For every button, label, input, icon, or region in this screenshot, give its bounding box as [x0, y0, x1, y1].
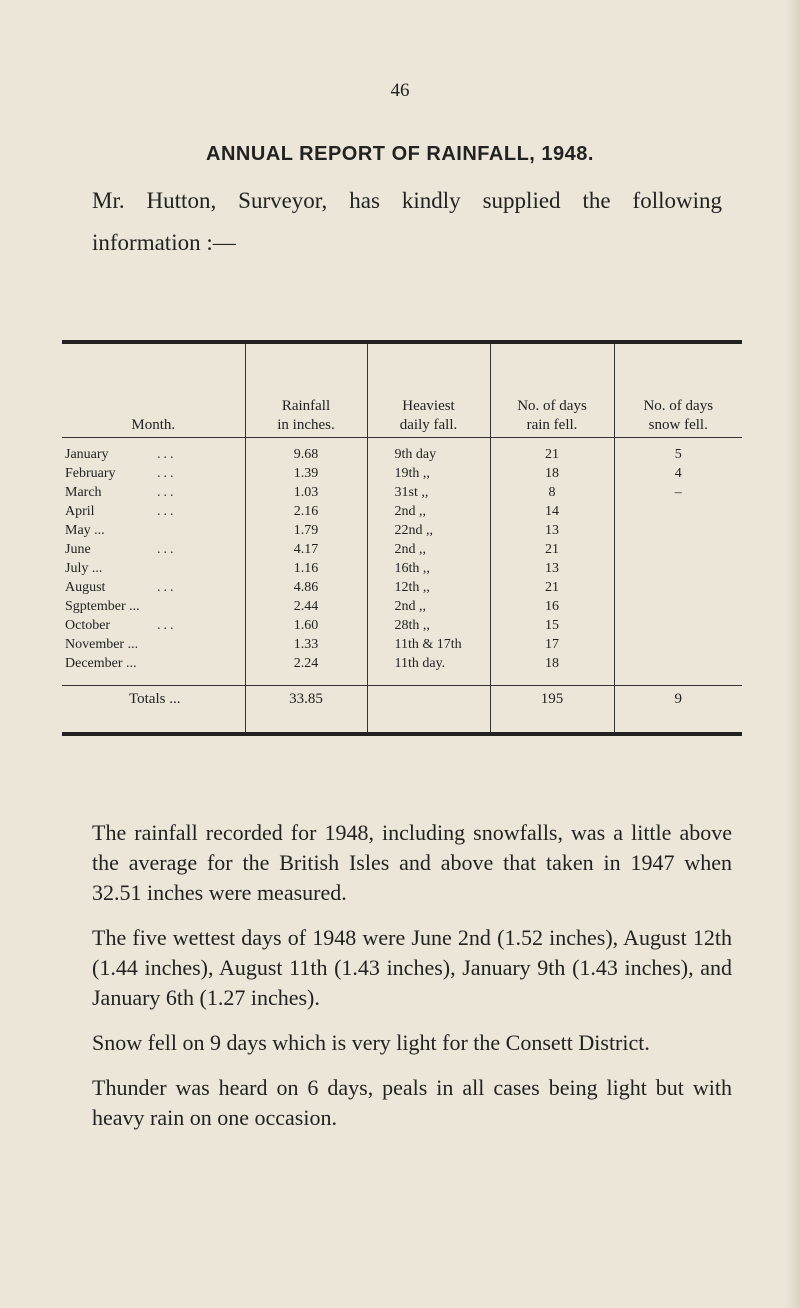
row-month: July ...	[65, 561, 103, 576]
totals-rain-days: 195	[490, 686, 614, 733]
totals-label: Totals ...	[62, 686, 245, 733]
row-rain-days: 17	[490, 635, 614, 654]
row-rain-days: 18	[490, 464, 614, 483]
header-month: Month.	[131, 417, 176, 433]
row-heaviest: 2nd ,,	[367, 597, 490, 616]
row-rainfall: 2.16	[245, 502, 367, 521]
table-bottom-rule	[62, 732, 742, 736]
spacer-cell	[614, 673, 742, 686]
row-heaviest: 22nd ,,	[367, 521, 490, 540]
leader-dots: ...	[157, 485, 177, 500]
totals-heaviest	[367, 686, 490, 733]
row-month: February ...	[65, 466, 177, 481]
row-snow-days	[614, 502, 742, 521]
row-snow-days	[614, 616, 742, 635]
header-rainfall: Rainfall in inches.	[245, 344, 367, 438]
row-heaviest: 28th ,,	[367, 616, 490, 635]
row-rainfall: 4.86	[245, 578, 367, 597]
table-row	[62, 635, 742, 654]
leader-dots: ...	[157, 542, 177, 557]
row-rainfall: 1.60	[245, 616, 367, 635]
table-header-row	[62, 344, 742, 438]
totals-row	[62, 686, 742, 733]
row-snow-days	[614, 521, 742, 540]
row-month: October ...	[65, 618, 177, 633]
row-rainfall: 1.39	[245, 464, 367, 483]
row-heaviest: 9th day	[367, 438, 490, 465]
row-rain-days: 13	[490, 521, 614, 540]
row-month: August ...	[65, 580, 177, 595]
paragraph-wettest-days: The five wettest days of 1948 were June 2nd (1.52 inches), August 12th (1.44 inches), August 11th (1.43 inches), January 9th (1.43 inches), and January 6th (1.27 inches).	[92, 925, 732, 1010]
row-snow-days: 5	[614, 438, 742, 465]
rainfall-table-grid	[62, 344, 742, 732]
row-rainfall: 4.17	[245, 540, 367, 559]
totals-rainfall: 33.85	[245, 686, 367, 733]
table-row	[62, 483, 742, 502]
row-heaviest: 2nd ,,	[367, 502, 490, 521]
paragraph-snow: Snow fell on 9 days which is very light for the Consett District.	[92, 1030, 650, 1055]
row-rain-days: 21	[490, 578, 614, 597]
header-rain-days: No. of days rain fell.	[490, 344, 614, 438]
leader-dots: ...	[157, 618, 177, 633]
row-month: Sgptember ...	[65, 599, 140, 614]
row-month: June ...	[65, 542, 177, 557]
table-row	[62, 438, 742, 465]
leader-dots: ...	[157, 447, 177, 462]
paragraph-average: The rainfall recorded for 1948, including snowfalls, was a little above the average for the British Isles and above that taken in 1947 when 32.51 inches were measured.	[92, 820, 732, 905]
row-rainfall: 2.24	[245, 654, 367, 673]
row-snow-days	[614, 635, 742, 654]
table-row	[62, 521, 742, 540]
table-row	[62, 502, 742, 521]
row-month: January ...	[65, 447, 177, 462]
row-rainfall: 1.33	[245, 635, 367, 654]
leader-dots: ...	[157, 466, 177, 481]
row-rainfall: 2.44	[245, 597, 367, 616]
table-row	[62, 616, 742, 635]
row-rainfall: 1.79	[245, 521, 367, 540]
paragraph-thunder: Thunder was heard on 6 days, peals in all cases being light but with heavy rain on one occasion.	[92, 1075, 732, 1130]
row-rain-days: 16	[490, 597, 614, 616]
row-month: March ...	[65, 485, 177, 500]
page-title: ANNUAL REPORT OF RAINFALL, 1948.	[206, 143, 594, 165]
row-month: December ...	[65, 656, 137, 671]
row-snow-days	[614, 597, 742, 616]
table-row	[62, 654, 742, 673]
table-row	[62, 540, 742, 559]
row-snow-days: –	[614, 483, 742, 502]
row-rainfall: 1.16	[245, 559, 367, 578]
table-row	[62, 578, 742, 597]
row-heaviest: 12th ,,	[367, 578, 490, 597]
row-month: November ...	[65, 637, 139, 652]
intro-paragraph: Mr. Hutton, Surveyor, has kindly supplied the following information :—	[92, 188, 722, 255]
rainfall-table	[62, 340, 742, 736]
row-snow-days	[614, 559, 742, 578]
row-rainfall: 1.03	[245, 483, 367, 502]
row-snow-days: 4	[614, 464, 742, 483]
row-month: May ...	[65, 523, 105, 538]
row-rain-days: 8	[490, 483, 614, 502]
totals-snow-days: 9	[614, 686, 742, 733]
table-row	[62, 464, 742, 483]
row-heaviest: 16th ,,	[367, 559, 490, 578]
row-heaviest: 2nd ,,	[367, 540, 490, 559]
row-rain-days: 14	[490, 502, 614, 521]
row-rain-days: 21	[490, 438, 614, 465]
table-spacer-row	[62, 673, 742, 686]
row-month: April ...	[65, 504, 177, 519]
row-heaviest: 11th & 17th	[367, 635, 490, 654]
row-rain-days: 15	[490, 616, 614, 635]
row-snow-days	[614, 654, 742, 673]
row-rain-days: 18	[490, 654, 614, 673]
page-number: 46	[390, 80, 410, 101]
spacer-cell	[367, 673, 490, 686]
table-row	[62, 559, 742, 578]
leader-dots: ...	[157, 580, 177, 595]
table-row	[62, 597, 742, 616]
spacer-cell	[490, 673, 614, 686]
row-rainfall: 9.68	[245, 438, 367, 465]
spacer-cell	[245, 673, 367, 686]
leader-dots: ...	[157, 504, 177, 519]
header-heaviest: Heaviest daily fall.	[367, 344, 490, 438]
body-text	[92, 818, 732, 1148]
row-heaviest: 31st ,,	[367, 483, 490, 502]
row-snow-days	[614, 540, 742, 559]
header-snow-days: No. of days snow fell.	[614, 344, 742, 438]
row-heaviest: 11th day.	[367, 654, 490, 673]
page-edge	[786, 0, 800, 1308]
row-rain-days: 21	[490, 540, 614, 559]
row-snow-days	[614, 578, 742, 597]
spacer-cell	[62, 673, 245, 686]
row-heaviest: 19th ,,	[367, 464, 490, 483]
row-rain-days: 13	[490, 559, 614, 578]
